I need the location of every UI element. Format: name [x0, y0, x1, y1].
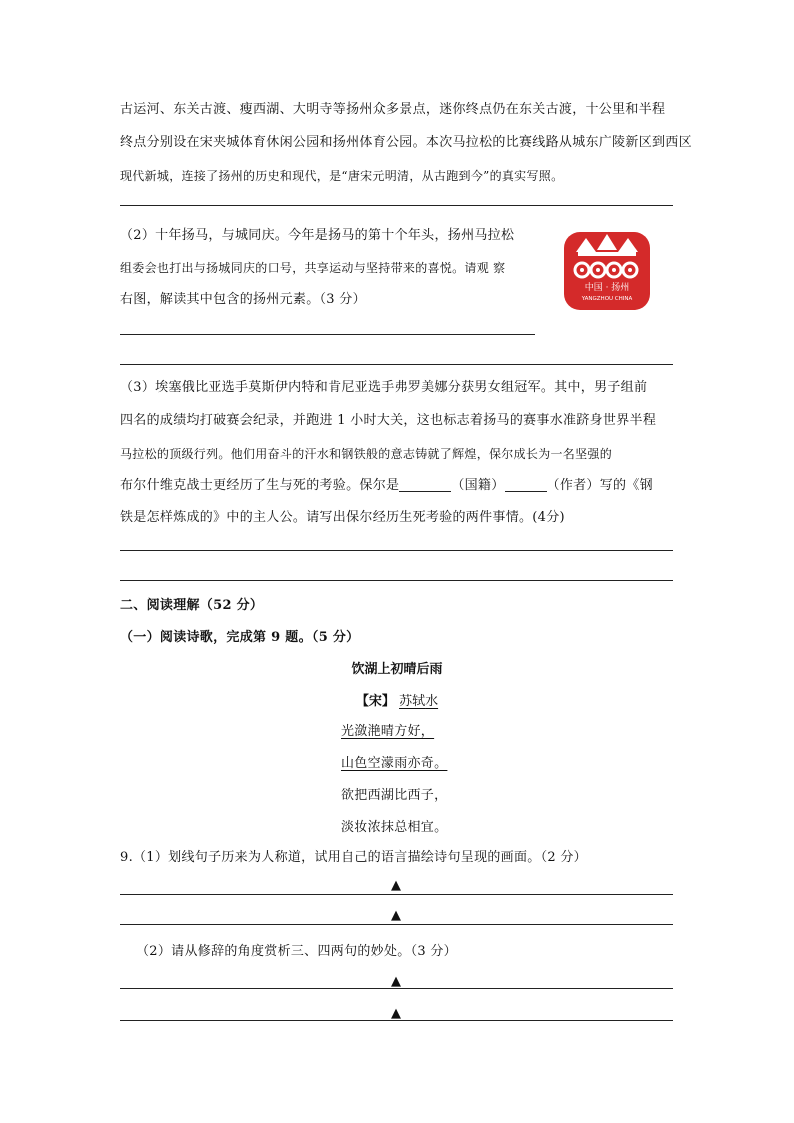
- answer-line[interactable]: [120, 1020, 673, 1021]
- answer-line[interactable]: [120, 364, 673, 365]
- poem-line-2: 山色空濛雨亦奇。: [341, 756, 448, 771]
- subsection-heading: （一）阅读诗歌，完成第 9 题。（5 分）: [120, 630, 360, 645]
- logo-text-en: YANGZHOU CHINA: [581, 296, 633, 302]
- poem-author: [0, 692, 794, 712]
- answer-line[interactable]: [120, 988, 673, 989]
- poem-author-suffix: 水: [425, 694, 439, 709]
- answer-line[interactable]: [120, 550, 673, 551]
- q3-line4: [120, 476, 653, 496]
- q3-line4-start: 布尔什维克战士更经历了生与死的考验。保尔是: [120, 478, 400, 493]
- poem-line-4: 淡妆浓抹总相宜。: [341, 820, 448, 835]
- para1-line3: 现代新城，连接了扬州的历史和现代，是“唐宋元明清，从古跑到今”的真实写照。: [120, 169, 564, 183]
- logo-text-cn: 中国 · 扬州: [584, 283, 630, 293]
- q3-line4-author: （作者）写的《钢: [546, 478, 653, 493]
- q3-line1: （3）埃塞俄比亚选手莫斯伊内特和肯尼亚选手弗罗美娜分获男女组冠军。其中，男子组前: [120, 380, 648, 395]
- para1-line1: 古运河、东关古渡、瘦西湖、大明寺等扬州众多景点，迷你终点仍在东关古渡，十公里和半程: [120, 102, 666, 117]
- poem-author-text: 苏轼: [399, 694, 426, 709]
- section-heading: 二、阅读理解（52 分）: [120, 598, 264, 613]
- poem-author-name: [399, 694, 438, 709]
- q9-part1: 9.（1）划线句子历来为人称道，试用自己的语言描绘诗句呈现的画面。（2 分）: [120, 850, 587, 865]
- author-blank[interactable]: [505, 477, 547, 492]
- q2-line2: 组委会也打出与扬城同庆的口号，共享运动与坚持带来的喜悦。请观 察: [120, 261, 506, 275]
- poem-dynasty: 【宋】: [355, 694, 395, 709]
- answer-line[interactable]: [120, 205, 673, 206]
- answer-line[interactable]: [120, 580, 673, 581]
- poem-line-1: 光潋滟晴方好，: [341, 724, 435, 739]
- q3-line2: 四名的成绩均打破赛会纪录，并跑进 1 小时大关，这也标志着扬马的赛事水准跻身世界半程: [120, 413, 657, 428]
- poem-line-3: 欲把西湖比西子，: [341, 788, 448, 803]
- q2-line1: （2）十年扬马，与城同庆。今年是扬马的第十个年头，扬州马拉松: [120, 228, 515, 243]
- answer-marker: ▲: [391, 908, 402, 923]
- q2-line3: 右图，解读其中包含的扬州元素。（3 分）: [120, 292, 366, 307]
- answer-line[interactable]: [120, 334, 535, 335]
- answer-marker: ▲: [391, 878, 402, 893]
- answer-line[interactable]: [120, 924, 673, 925]
- poem-title: 饮湖上初晴后雨: [351, 662, 443, 677]
- nationality-blank[interactable]: [399, 477, 451, 492]
- answer-line[interactable]: [120, 894, 673, 895]
- yangzhou-marathon-logo: [562, 226, 652, 312]
- answer-marker: ▲: [391, 1006, 402, 1021]
- q3-line3: 马拉松的顶级行列。他们用奋斗的汗水和钢铁般的意志铸就了辉煌，保尔成长为一名坚强的: [120, 447, 613, 461]
- para1-line2: 终点分别设在宋夹城体育休闲公园和扬州体育公园。本次马拉松的比赛线路从城东广陵新区到西区: [120, 135, 692, 150]
- q9-part2: （2）请从修辞的角度赏析三、四两句的妙处。（3 分）: [136, 944, 457, 959]
- q3-line5: 铁是怎样炼成的》中的主人公。请写出保尔经历生死考验的两件事情。(4分): [120, 510, 565, 525]
- answer-marker: ▲: [391, 974, 402, 989]
- q3-line4-nationality: （国籍）: [451, 478, 505, 493]
